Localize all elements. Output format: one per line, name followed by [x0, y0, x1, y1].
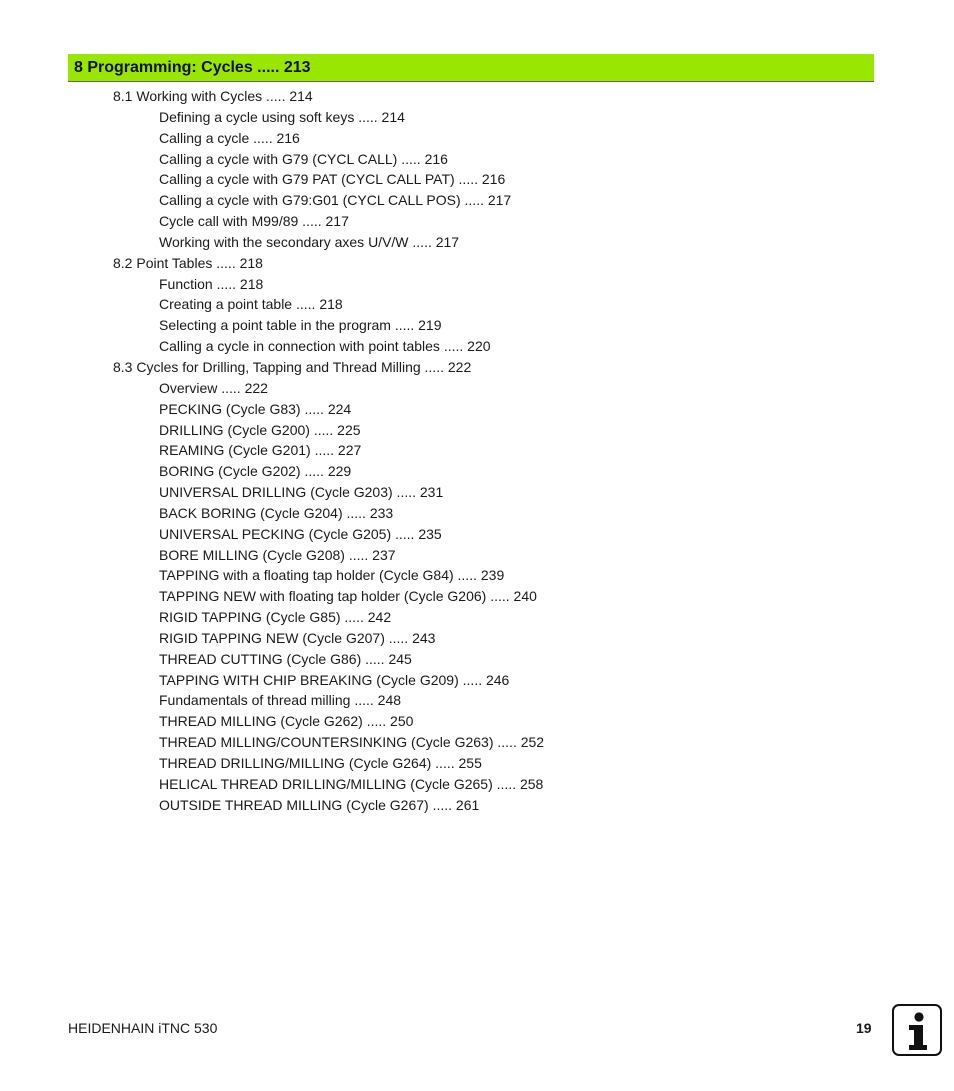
toc-subsection-entry[interactable]: Calling a cycle with G79 PAT (CYCL CALL PAT) ..... 216 — [159, 171, 506, 188]
toc-section-entry[interactable]: 8.2 Point Tables ..... 218 — [113, 254, 263, 271]
toc-subsection-entry[interactable]: Calling a cycle with G79:G01 (CYCL CALL POS) ..... 217 — [159, 192, 512, 209]
toc-subsection-entry[interactable]: PECKING (Cycle G83) ..... 224 — [159, 400, 352, 417]
toc-subsection-entry[interactable]: Fundamentals of thread milling ..... 248 — [159, 692, 402, 709]
toc-subsection-entry[interactable]: TAPPING NEW with floating tap holder (Cycle G206) ..... 240 — [159, 588, 537, 605]
toc-subsection-entry[interactable]: THREAD MILLING (Cycle G262) ..... 250 — [159, 713, 414, 730]
toc-subsection-entry[interactable]: TAPPING WITH CHIP BREAKING (Cycle G209) ..... 246 — [159, 671, 510, 688]
toc-subsection-entry[interactable]: Creating a point table ..... 218 — [159, 296, 343, 313]
info-icon — [892, 1004, 942, 1056]
toc-subsection-entry[interactable]: RIGID TAPPING NEW (Cycle G207) ..... 243 — [159, 629, 436, 646]
toc-subsection-entry[interactable]: Working with the secondary axes U/V/W ..... 217 — [159, 233, 460, 250]
toc-subsection-entry[interactable]: Cycle call with M99/89 ..... 217 — [159, 213, 349, 230]
table-of-contents — [0, 86, 954, 816]
toc-subsection-entry[interactable]: UNIVERSAL PECKING (Cycle G205) ..... 235 — [159, 525, 442, 542]
toc-subsection-entry[interactable]: BACK BORING (Cycle G204) ..... 233 — [159, 504, 394, 521]
toc-subsection-entry[interactable]: Defining a cycle using soft keys ..... 214 — [159, 108, 405, 125]
toc-section-entry[interactable]: 8.1 Working with Cycles ..... 214 — [113, 88, 313, 104]
toc-subsection-entry[interactable]: Selecting a point table in the program ..... 219 — [159, 317, 442, 334]
chapter-header-bar — [68, 54, 874, 82]
toc-subsection-entry[interactable]: DRILLING (Cycle G200) ..... 225 — [159, 421, 361, 438]
toc-subsection-entry[interactable]: Function ..... 218 — [159, 275, 264, 292]
toc-subsection-entry[interactable]: TAPPING with a floating tap holder (Cycle G84) ..... 239 — [159, 567, 505, 584]
page-number: 19 — [856, 1020, 872, 1036]
toc-subsection-entry[interactable]: Calling a cycle with G79 (CYCL CALL) ..... 216 — [159, 150, 448, 167]
toc-subsection-entry[interactable]: Calling a cycle ..... 216 — [159, 129, 300, 146]
toc-subsection-entry[interactable]: BORE MILLING (Cycle G208) ..... 237 — [159, 546, 396, 563]
toc-subsection-entry[interactable]: THREAD CUTTING (Cycle G86) ..... 245 — [159, 650, 412, 667]
toc-subsection-entry[interactable]: UNIVERSAL DRILLING (Cycle G203) ..... 231 — [159, 484, 444, 501]
toc-subsection-entry[interactable]: RIGID TAPPING (Cycle G85) ..... 242 — [159, 609, 392, 626]
footer-title: HEIDENHAIN iTNC 530 — [68, 1020, 218, 1036]
toc-section-entry[interactable]: 8.3 Cycles for Drilling, Tapping and Thread Milling ..... 222 — [113, 358, 472, 375]
chapter-title[interactable]: 8 Programming: Cycles ..... 213 — [74, 59, 311, 76]
toc-subsection-entry[interactable]: REAMING (Cycle G201) ..... 227 — [159, 442, 362, 459]
toc-subsection-entry[interactable]: THREAD DRILLING/MILLING (Cycle G264) ..... 255 — [159, 755, 482, 771]
toc-subsection-entry[interactable]: OUTSIDE THREAD MILLING (Cycle G267) ..... 261 — [159, 796, 480, 813]
toc-subsection-entry[interactable]: Calling a cycle in connection with point tables ..... 220 — [159, 338, 491, 355]
toc-subsection-entry[interactable]: THREAD MILLING/COUNTERSINKING (Cycle G263) ..... 252 — [159, 734, 545, 751]
toc-subsection-entry[interactable]: Overview ..... 222 — [159, 379, 268, 396]
toc-subsection-entry[interactable]: BORING (Cycle G202) ..... 229 — [159, 463, 352, 480]
toc-subsection-entry[interactable]: HELICAL THREAD DRILLING/MILLING (Cycle G265) ..... 258 — [159, 775, 544, 792]
